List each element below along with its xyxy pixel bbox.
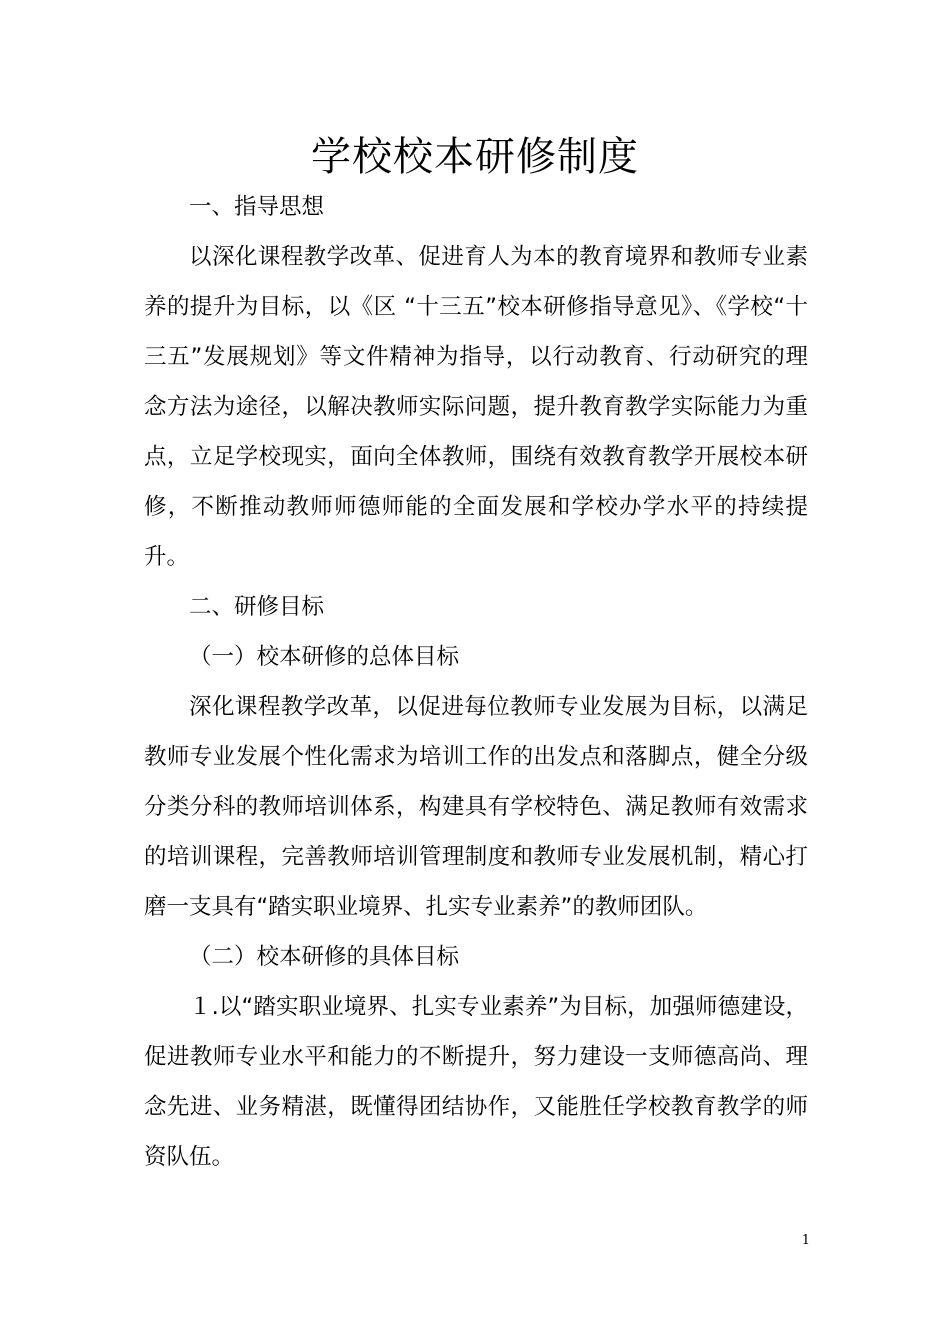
document-title: 学校校本研修制度 — [311, 133, 639, 180]
paragraph-specific-goal-1: １.以“踏实职业境界、扎实专业素养”为目标，加强师德建设，促进教师专业水平和能力的不断提升，努力建设一支师德高尚、理念先进、业务精湛，既懂得团结协作，又能胜任学校教育教学的师资队伍。 — [144, 994, 808, 1170]
paragraph-overall-goal: 深化课程教学改革，以促进每位教师专业发展为目标，以满足教师专业发展个性化需求为培训工作的出发点和落脚点，健全分级分类分科的教师培训体系，构建具有学校特色、满足教师有效需求的培训课程，完善教师培训管理制度和教师专业发展机制，精心打磨一支具有“踏实职业境界、扎实专业素养”的教师团队。 — [144, 694, 808, 920]
document-body — [144, 182, 808, 1182]
page-number: 1 — [801, 1233, 810, 1248]
subheading-overall-goal: （一）校本研修的总体目标 — [189, 644, 460, 670]
paragraph-guiding-ideology: 以深化课程教学改革、促进育人为本的教育境界和教师专业素养的提升为目标，以《区 “十三五”校本研修指导意见》、《学校“十三五”发展规划》等文件精神为指导，以行动教育、行动研究的理念方法为途径，以解决教师实际问题，提升教育教学实际能力为重点，立足学校现实，面向全体教师，围绕有效教育教学开展校本研修，不断推动教师师德师能的全面发展和学校办学水平的持续提升。 — [144, 244, 808, 570]
subheading-specific-goals: （二）校本研修的具体目标 — [189, 944, 460, 970]
section-heading-training-goals: 二、研修目标 — [189, 594, 325, 620]
section-heading-guiding-ideology: 一、指导思想 — [189, 194, 325, 220]
